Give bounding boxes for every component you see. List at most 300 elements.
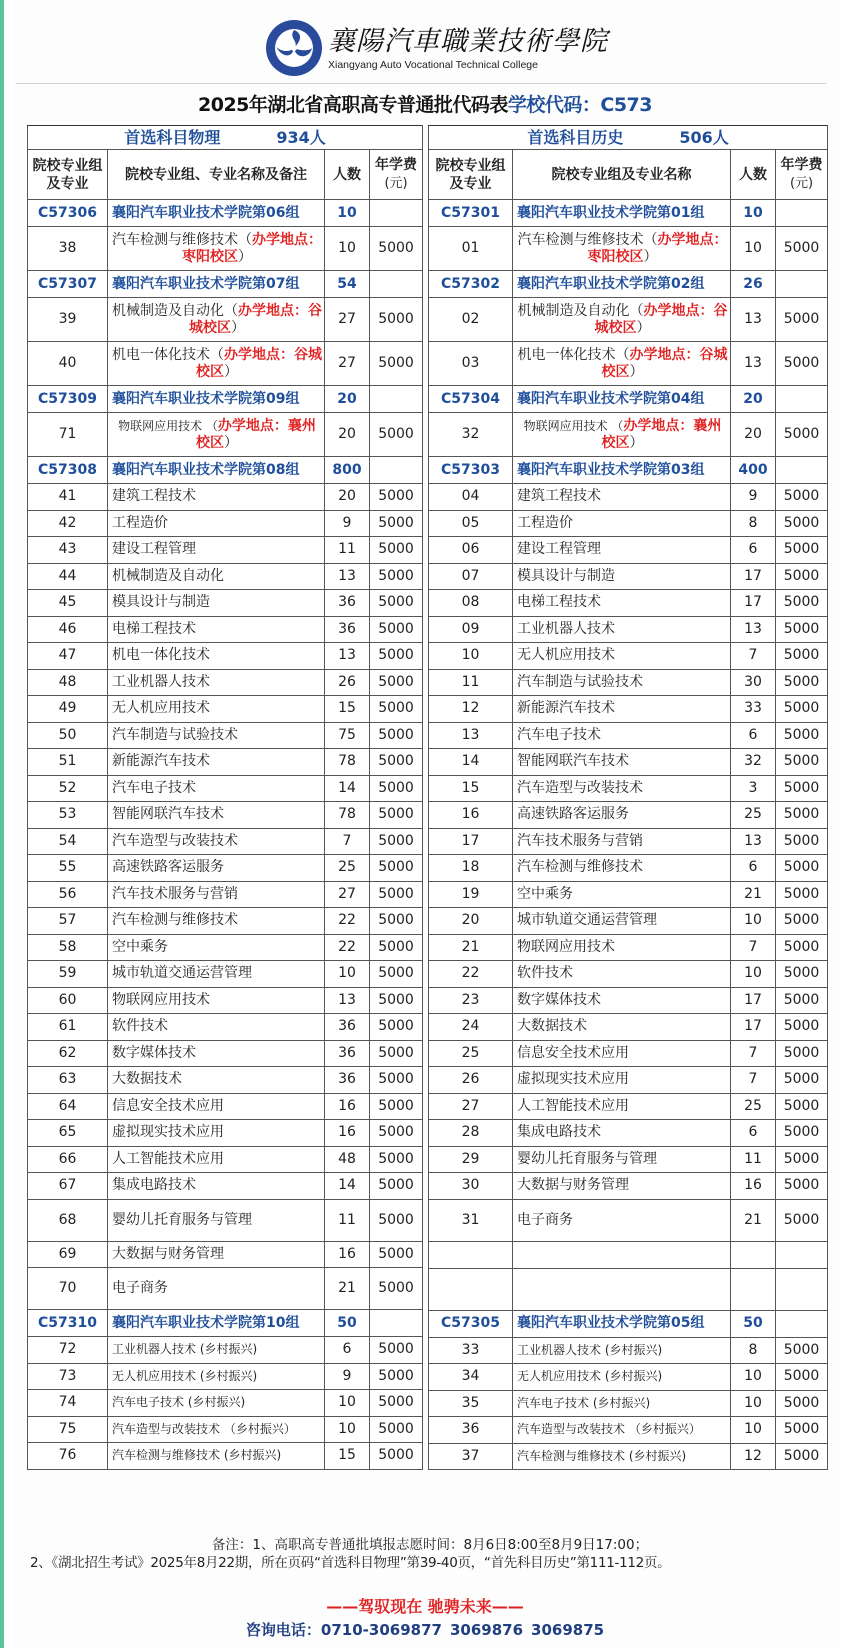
major-row [28,590,423,617]
major-row [28,616,423,643]
major-row [28,1390,423,1417]
major-code: 18 [429,855,513,882]
major-fee: 5000 [776,855,828,882]
major-name: 汽车电子技术 (乡村振兴) [513,1390,731,1417]
major-row [28,1173,423,1200]
major-name: 建筑工程技术 [108,484,325,511]
major-name: 软件技术 [108,1014,325,1041]
major-name: 汽车制造与试验技术 [513,669,731,696]
major-code: 11 [429,669,513,696]
major-count: 6 [731,722,776,749]
major-name-tail: ） [231,319,245,336]
major-code: 51 [28,749,108,776]
major-name: 婴幼儿托育服务与管理 [108,1199,325,1241]
major-fee: 5000 [776,669,828,696]
major-name: 空中乘务 [513,881,731,908]
major-row [429,342,828,386]
major-row [28,1093,423,1120]
major-count: 17 [731,563,776,590]
major-code: 37 [429,1443,513,1470]
major-count: 21 [731,1199,776,1241]
college-logo [266,18,608,78]
major-count: 13 [325,987,370,1014]
major-row [429,1093,828,1120]
major-code: 01 [429,227,513,271]
major-row [429,616,828,643]
major-code: 44 [28,563,108,590]
history-table [428,125,828,1470]
major-count: 78 [325,802,370,829]
major-count: 17 [731,1014,776,1041]
college-name-en: Xiangyang Auto Vocational Technical College [328,58,538,71]
major-count: 6 [731,855,776,882]
major-fee: 5000 [370,616,423,643]
major-count: 13 [731,342,776,386]
major-name: 空中乘务 [108,934,325,961]
major-code: 62 [28,1040,108,1067]
major-row [28,1199,423,1241]
major-count: 10 [731,961,776,988]
major-fee: 5000 [776,484,828,511]
major-row [28,908,423,935]
major-name: 汽车电子技术 (乡村振兴) [108,1390,325,1417]
major-fee: 5000 [370,987,423,1014]
major-name: 软件技术 [513,961,731,988]
major-code: 09 [429,616,513,643]
group-count: 54 [325,271,370,298]
group-row [429,386,828,413]
major-count: 17 [731,590,776,617]
major-fee: 5000 [776,1199,828,1241]
major-fee: 5000 [370,510,423,537]
major-fee: 5000 [370,1241,423,1268]
major-code: 76 [28,1443,108,1470]
major-row [28,563,423,590]
major-count: 7 [731,1040,776,1067]
major-fee: 5000 [776,961,828,988]
major-code: 61 [28,1014,108,1041]
campus-location: 办学地点：襄州校区 [196,417,316,451]
major-fee: 5000 [370,1199,423,1241]
major-name: 工业机器人技术 [513,616,731,643]
major-name: 汽车检测与维修技术 (乡村振兴) [513,1443,731,1470]
major-fee: 5000 [370,1173,423,1200]
major-code: 03 [429,342,513,386]
contact-phones [0,1619,850,1640]
major-name: 大数据技术 [108,1067,325,1094]
major-name: 虚拟现实技术应用 [108,1120,325,1147]
major-fee: 5000 [776,696,828,723]
major-row [429,1337,828,1364]
note-1: 备注：1、高职高专普通批填报志愿时间：8月6日8:00至8月9日17:00； [211,1537,649,1553]
major-row [28,1416,423,1443]
major-fee: 5000 [776,987,828,1014]
major-fee: 5000 [776,227,828,271]
campus-location: 办学地点：枣阳校区 [182,231,322,265]
major-row [429,227,828,271]
major-fee: 5000 [776,537,828,564]
group-code: C57305 [429,1310,513,1337]
major-row [28,1241,423,1268]
major-code: 22 [429,961,513,988]
major-fee: 5000 [370,775,423,802]
major-row [28,961,423,988]
page-title [0,90,850,117]
major-name: 工业机器人技术 [108,669,325,696]
major-name: 信息安全技术应用 [513,1040,731,1067]
major-code: 46 [28,616,108,643]
major-code: 12 [429,696,513,723]
major-row [28,1363,423,1390]
major-row [28,1067,423,1094]
major-code: 20 [429,908,513,935]
major-name: 工程造价 [108,510,325,537]
major-row [28,855,423,882]
group-count: 20 [325,386,370,413]
major-code: 60 [28,987,108,1014]
blank-cell [731,1268,776,1310]
major-row [28,1268,423,1310]
major-name-tail: ） [629,434,644,451]
major-row [429,881,828,908]
col-header-fee: 年学费 (元) [370,150,423,200]
major-name-text: 机械制造及自动化（ [112,302,238,319]
college-name-cn: 襄陽汽車職業技術學院 [328,25,608,57]
major-count: 17 [731,987,776,1014]
major-row [429,669,828,696]
major-code: 28 [429,1120,513,1147]
major-name [513,298,731,342]
major-code: 16 [429,802,513,829]
major-row [429,908,828,935]
school-code: 学校代码：C573 [507,94,652,116]
major-count: 16 [325,1241,370,1268]
major-name: 建设工程管理 [108,537,325,564]
group-fee-empty [776,457,828,484]
major-code: 74 [28,1390,108,1417]
major-fee: 5000 [776,563,828,590]
major-name: 汽车检测与维修技术 [513,855,731,882]
major-count: 10 [325,1416,370,1443]
major-count: 33 [731,696,776,723]
group-row [429,457,828,484]
major-fee: 5000 [370,1040,423,1067]
major-count: 10 [731,1390,776,1417]
major-name: 工业机器人技术 (乡村振兴) [513,1337,731,1364]
major-fee: 5000 [370,961,423,988]
group-count: 10 [731,200,776,227]
major-fee: 5000 [370,298,423,342]
major-count: 75 [325,722,370,749]
major-name: 人工智能技术应用 [513,1093,731,1120]
major-code: 38 [28,227,108,271]
group-row [28,1310,423,1337]
history-band [429,126,828,150]
major-code: 06 [429,537,513,564]
major-name: 模具设计与制造 [108,590,325,617]
major-name: 机电一体化技术 [108,643,325,670]
major-count: 7 [731,934,776,961]
history-header-row [429,150,828,200]
major-row [28,413,423,457]
major-code: 34 [429,1364,513,1391]
major-fee: 5000 [776,1067,828,1094]
group-fee-empty [776,271,828,298]
blank-cell [429,1241,513,1268]
group-code: C57304 [429,386,513,413]
major-name [513,413,731,457]
major-fee: 5000 [776,775,828,802]
major-code: 72 [28,1337,108,1364]
major-name-text: 机械制造及自动化（ [517,302,644,319]
major-code: 13 [429,722,513,749]
major-count: 13 [325,643,370,670]
col-header-code: 院校专业组及专业 [28,150,108,200]
major-row [429,510,828,537]
group-name: 襄阳汽车职业技术学院第02组 [513,271,731,298]
contact-phone-1: 咨询电话：0710-3069877 [245,1621,442,1639]
campus-location: 办学地点：谷城校区 [189,302,322,336]
group-count: 20 [731,386,776,413]
major-count: 6 [731,1120,776,1147]
major-fee: 5000 [776,722,828,749]
group-code: C57308 [28,457,108,484]
major-code: 35 [429,1390,513,1417]
major-name: 电子商务 [108,1268,325,1310]
major-count: 10 [731,227,776,271]
campus-location: 办学地点：襄州校区 [601,417,722,451]
major-count: 11 [325,537,370,564]
major-row [28,1337,423,1364]
major-code: 05 [429,510,513,537]
group-count: 400 [731,457,776,484]
major-fee: 5000 [776,643,828,670]
major-code: 73 [28,1363,108,1390]
major-count: 25 [731,802,776,829]
major-code: 64 [28,1093,108,1120]
group-count: 26 [731,271,776,298]
major-code: 40 [28,342,108,386]
major-code: 36 [429,1417,513,1444]
major-name: 婴幼儿托育服务与管理 [513,1146,731,1173]
major-name-text: 物联网应用技术 （ [118,418,218,433]
major-name [108,342,325,386]
major-fee: 5000 [370,934,423,961]
major-count: 14 [325,1173,370,1200]
major-name-tail: ） [629,363,644,380]
major-code: 42 [28,510,108,537]
major-row [429,802,828,829]
major-fee: 5000 [776,934,828,961]
major-fee: 5000 [776,881,828,908]
group-fee-empty [370,386,423,413]
major-code: 69 [28,1241,108,1268]
major-name: 建筑工程技术 [513,484,731,511]
major-count: 27 [325,881,370,908]
major-code: 30 [429,1173,513,1200]
group-fee-empty [370,457,423,484]
major-code: 55 [28,855,108,882]
group-fee-empty [776,200,828,227]
major-row [429,749,828,776]
major-count: 16 [325,1093,370,1120]
major-count: 22 [325,934,370,961]
major-fee: 5000 [776,908,828,935]
major-fee: 5000 [776,1173,828,1200]
major-count: 8 [731,1337,776,1364]
col-header-name: 院校专业组、专业名称及备注 [108,150,325,200]
campus-location: 办学地点：枣阳校区 [587,231,728,265]
major-fee: 5000 [370,1363,423,1390]
group-code: C57310 [28,1310,108,1337]
major-code: 67 [28,1173,108,1200]
major-row [429,1364,828,1391]
major-fee: 5000 [370,590,423,617]
major-code: 65 [28,1120,108,1147]
major-row [28,669,423,696]
major-row [429,1120,828,1147]
major-count: 12 [731,1443,776,1470]
major-fee: 5000 [776,342,828,386]
group-row [28,457,423,484]
major-count: 11 [325,1199,370,1241]
major-count: 36 [325,1014,370,1041]
major-code: 33 [429,1337,513,1364]
major-name [513,227,731,271]
major-row [429,298,828,342]
blank-cell [776,1241,828,1268]
group-row [429,271,828,298]
major-code: 59 [28,961,108,988]
major-row [28,643,423,670]
major-count: 10 [731,1417,776,1444]
major-code: 21 [429,934,513,961]
major-count: 36 [325,590,370,617]
major-row [429,934,828,961]
major-fee: 5000 [370,696,423,723]
major-count: 48 [325,1146,370,1173]
major-row [429,987,828,1014]
major-name: 无人机应用技术 (乡村振兴) [513,1364,731,1391]
major-code: 71 [28,413,108,457]
note-2: 2、《湖北招生考试》2025年8月22期，所在页码“首选科目物理”第39-40页，“首先科目历史”第111-112页。 [30,1555,671,1571]
major-fee: 5000 [370,1443,423,1470]
major-code: 54 [28,828,108,855]
major-name: 汽车电子技术 [108,775,325,802]
major-name: 新能源汽车技术 [108,749,325,776]
major-count: 10 [731,908,776,935]
major-code: 25 [429,1040,513,1067]
group-count: 50 [325,1310,370,1337]
major-fee: 5000 [776,1120,828,1147]
major-fee: 5000 [776,1417,828,1444]
major-name: 虚拟现实技术应用 [513,1067,731,1094]
major-row [28,1014,423,1041]
major-code: 07 [429,563,513,590]
major-code: 50 [28,722,108,749]
group-row [28,200,423,227]
history-band-label: 首选科目历史 [527,128,624,147]
blank-row [429,1268,828,1310]
group-name: 襄阳汽车职业技术学院第04组 [513,386,731,413]
major-name: 汽车制造与试验技术 [108,722,325,749]
major-fee: 5000 [776,1390,828,1417]
major-code: 02 [429,298,513,342]
major-row [429,1443,828,1470]
major-fee: 5000 [370,669,423,696]
blank-cell [513,1241,731,1268]
major-code: 56 [28,881,108,908]
group-fee-empty [776,1310,828,1337]
major-name: 建设工程管理 [513,537,731,564]
major-name [513,342,731,386]
major-name: 智能网联汽车技术 [108,802,325,829]
footer-notes [0,1536,850,1572]
college-emblem-icon [266,20,322,76]
major-count: 21 [325,1268,370,1310]
major-count: 15 [325,1443,370,1470]
major-fee: 5000 [370,802,423,829]
col-header-count: 人数 [731,150,776,200]
contact-phone-3: 3069875 [531,1621,605,1639]
major-code: 52 [28,775,108,802]
major-count: 20 [731,413,776,457]
major-count: 10 [325,961,370,988]
major-count: 10 [325,227,370,271]
group-name: 襄阳汽车职业技术学院第09组 [108,386,325,413]
major-name: 汽车造型与改装技术 （乡村振兴） [513,1417,731,1444]
group-fee-empty [370,200,423,227]
major-fee: 5000 [370,1146,423,1173]
major-row [28,1120,423,1147]
major-code: 17 [429,828,513,855]
major-name: 电子商务 [513,1199,731,1241]
major-fee: 5000 [370,1093,423,1120]
major-fee: 5000 [370,563,423,590]
major-code: 43 [28,537,108,564]
major-fee: 5000 [776,828,828,855]
major-row [28,484,423,511]
major-name: 大数据与财务管理 [108,1241,325,1268]
major-name-text: 汽车检测与维修技术（ [517,231,658,248]
major-name [108,227,325,271]
major-name: 工业机器人技术 (乡村振兴) [108,1337,325,1364]
group-name: 襄阳汽车职业技术学院第07组 [108,271,325,298]
major-name: 汽车检测与维修技术 (乡村振兴) [108,1443,325,1470]
major-name: 新能源汽车技术 [513,696,731,723]
major-row [28,537,423,564]
major-fee: 5000 [776,1014,828,1041]
major-count: 20 [325,484,370,511]
major-fee: 5000 [370,484,423,511]
group-code: C57303 [429,457,513,484]
major-row [429,1067,828,1094]
major-code: 45 [28,590,108,617]
major-code: 49 [28,696,108,723]
major-code: 19 [429,881,513,908]
major-code: 75 [28,1416,108,1443]
group-name: 襄阳汽车职业技术学院第10组 [108,1310,325,1337]
group-name: 襄阳汽车职业技术学院第05组 [513,1310,731,1337]
major-code: 23 [429,987,513,1014]
major-row [429,1040,828,1067]
major-name: 汽车检测与维修技术 [108,908,325,935]
physics-table [27,125,423,1470]
major-row [28,802,423,829]
major-count: 15 [325,696,370,723]
major-name: 汽车技术服务与营销 [513,828,731,855]
major-code: 48 [28,669,108,696]
